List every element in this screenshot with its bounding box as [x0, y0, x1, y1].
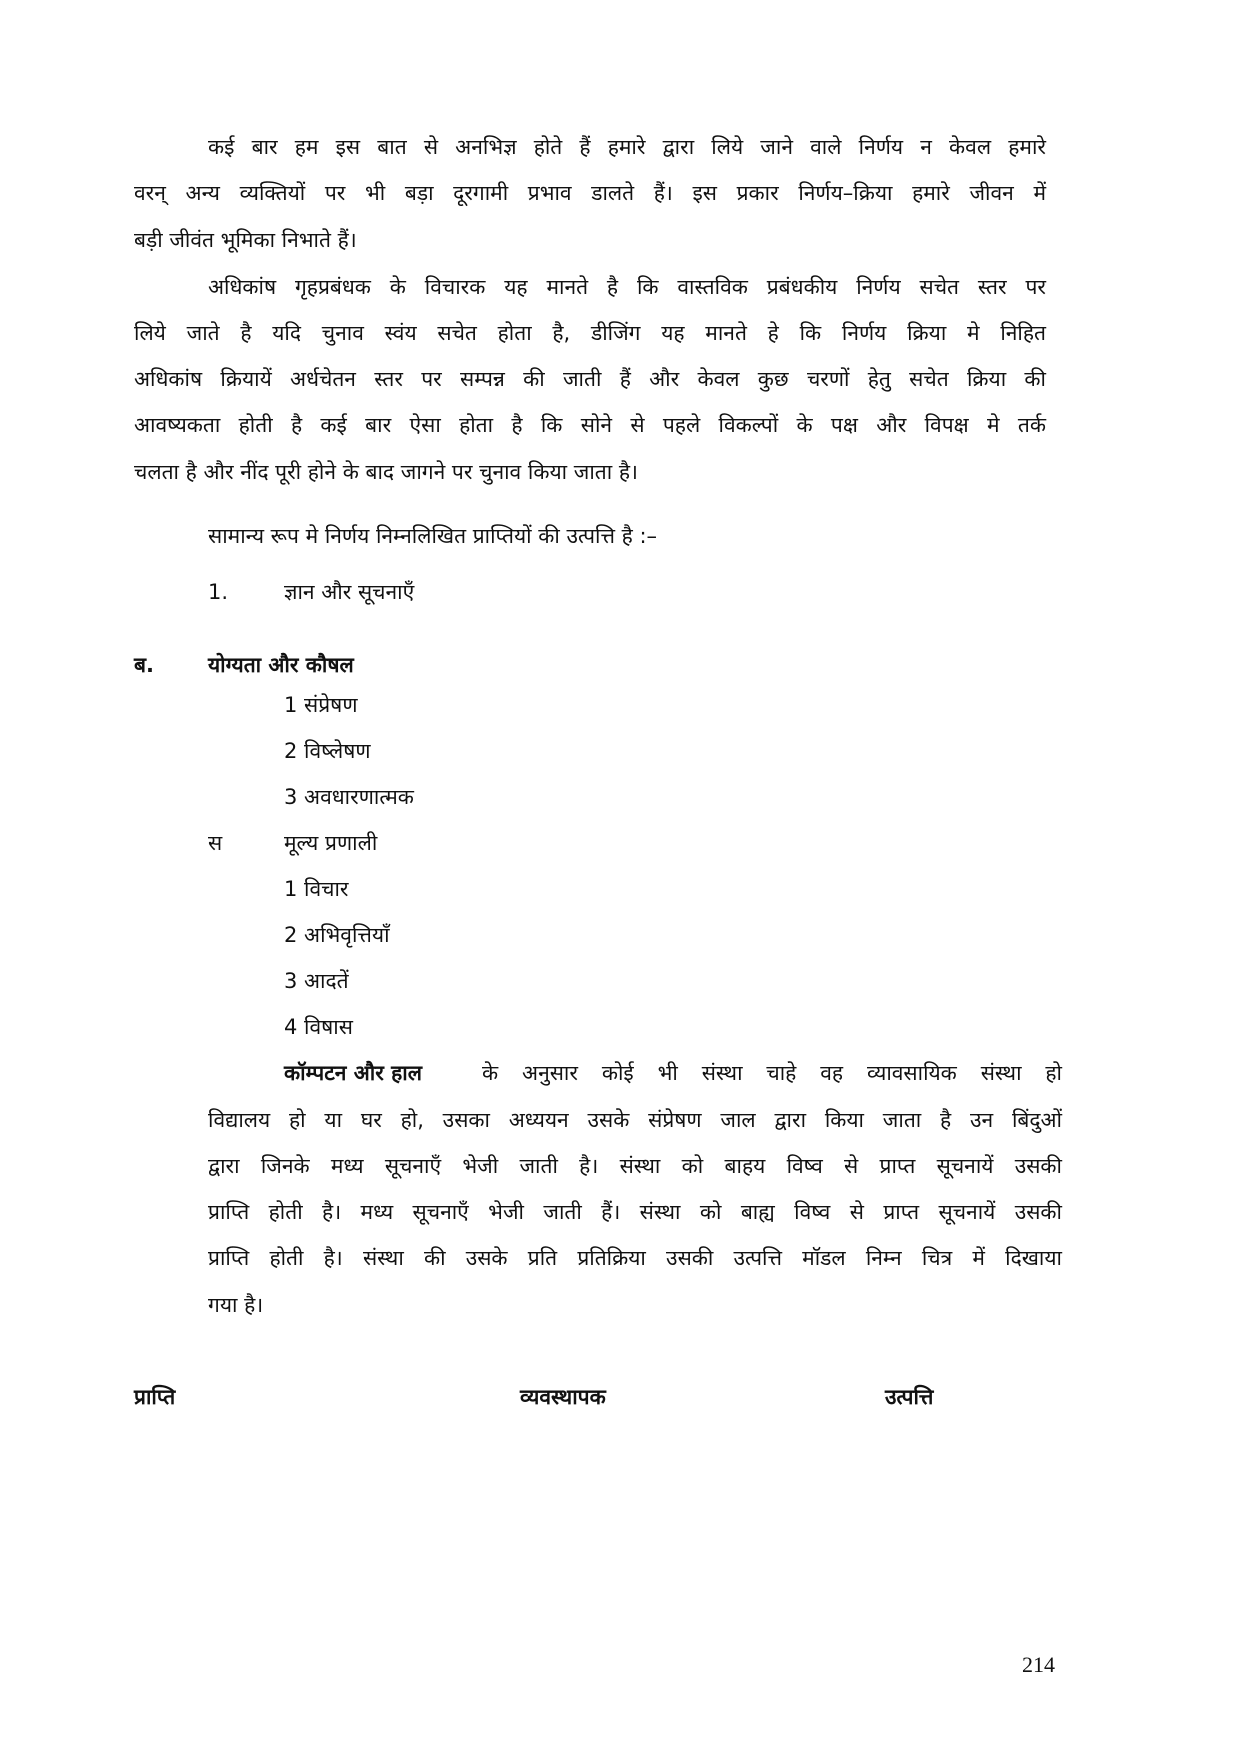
para2-line-5: चलता है और नींद पूरी होने के बाद जागने पर चुनाव किया जाता है। [134, 460, 638, 484]
section-s-item-4: 4 विषास [284, 1015, 353, 1039]
para2-line-3: अधिकांष क्रियायें अर्धचेतन स्तर पर सम्पन्न की जाती हैं और केवल कुछ चरणों हेतु सचेत क्रिया की [134, 367, 1046, 391]
para3-line-6: गया है। [208, 1293, 264, 1317]
model-label-input: प्राप्ति [134, 1385, 176, 1409]
para2-line-1: अधिकांष गृहप्रबंधक के विचारक यह मानते है कि वास्तविक प्रबंधकीय निर्णय सचेत स्तर पर [208, 275, 1046, 299]
para2-line-2: लिये जाते है यदि चुनाव स्वंय सचेत होता है, डीजिंग यह मानते हे कि निर्णय क्रिया मे निहित [134, 321, 1046, 345]
page-number: 214 [1022, 1652, 1055, 1677]
section-s-item-3: 3 आदतें [284, 969, 349, 993]
para3-bold-lead: कॉम्पटन और हाल [284, 1061, 422, 1085]
section-b-item-1: 1 संप्रेषण [284, 693, 358, 717]
para3-line-5: प्राप्ति होती है। संस्था की उसके प्रति प्रतिक्रिया उसकी उत्पत्ति मॉडल निम्न चित्र में दिखाया [208, 1246, 1062, 1270]
section-b-heading: योग्यता और कौषल [208, 653, 354, 677]
item-1-text: ज्ञान और सूचनाऍं [284, 580, 415, 604]
para3-line-4: प्राप्ति होती है। मध्य सूचनाऍं भेजी जाती हैं। संस्था को बाह्य विष्व से प्राप्त सूचनायें उसकी [208, 1200, 1062, 1224]
para3-line-2: विद्यालय हो या घर हो, उसका अध्ययन उसके संप्रेषण जाल द्वारा किया जाता है उन बिंदुओं [208, 1108, 1062, 1132]
section-b-item-3: 3 अवधारणात्मक [284, 785, 414, 809]
section-s-marker: स [208, 831, 223, 855]
para1-line-1: कई बार हम इस बात से अनभिज्ञ होते हैं हमारे द्वारा लिये जाने वाले निर्णय न केवल हमारे [208, 135, 1046, 159]
para1-line-2: वरन् अन्य व्यक्तियों पर भी बड़ा दूरगामी प्रभाव डालते हैं। इस प्रकार निर्णय–क्रिया हमारे जीवन में [134, 181, 1046, 205]
para3-line-1-rest: के अनुसार कोई भी संस्था चाहे वह व्यावसायिक संस्था हो [482, 1061, 1062, 1085]
section-b-marker: ब. [134, 653, 154, 677]
section-s-heading: मूल्य प्रणाली [284, 831, 378, 855]
item-1-number: 1. [208, 580, 229, 604]
para3-line-3: द्वारा जिनके मध्य सूचनाऍं भेजी जाती है। संस्था को बाहय विष्व से प्राप्त सूचनायें उसकी [208, 1154, 1062, 1178]
section-s-item-2: 2 अभिवृत्तियॉं [284, 923, 390, 947]
para3-line-1 [284, 1058, 1062, 1088]
para1-line-3: बड़ी जीवंत भूमिका निभाते हैं। [134, 228, 357, 252]
model-label-manager: व्यवस्थापक [520, 1385, 606, 1409]
para2-line-4: आवष्यकता होती है कई बार ऐसा होता है कि सोने से पहले विकल्पों के पक्ष और विपक्ष मे तर्क [134, 413, 1046, 437]
section-s-item-1: 1 विचार [284, 877, 349, 901]
section-b-item-2: 2 विष्लेषण [284, 739, 371, 763]
list-intro: सामान्य रूप मे निर्णय निम्नलिखित प्राप्तियों की उत्पत्ति है :– [208, 524, 658, 548]
model-label-output: उत्पत्ति [885, 1385, 934, 1409]
